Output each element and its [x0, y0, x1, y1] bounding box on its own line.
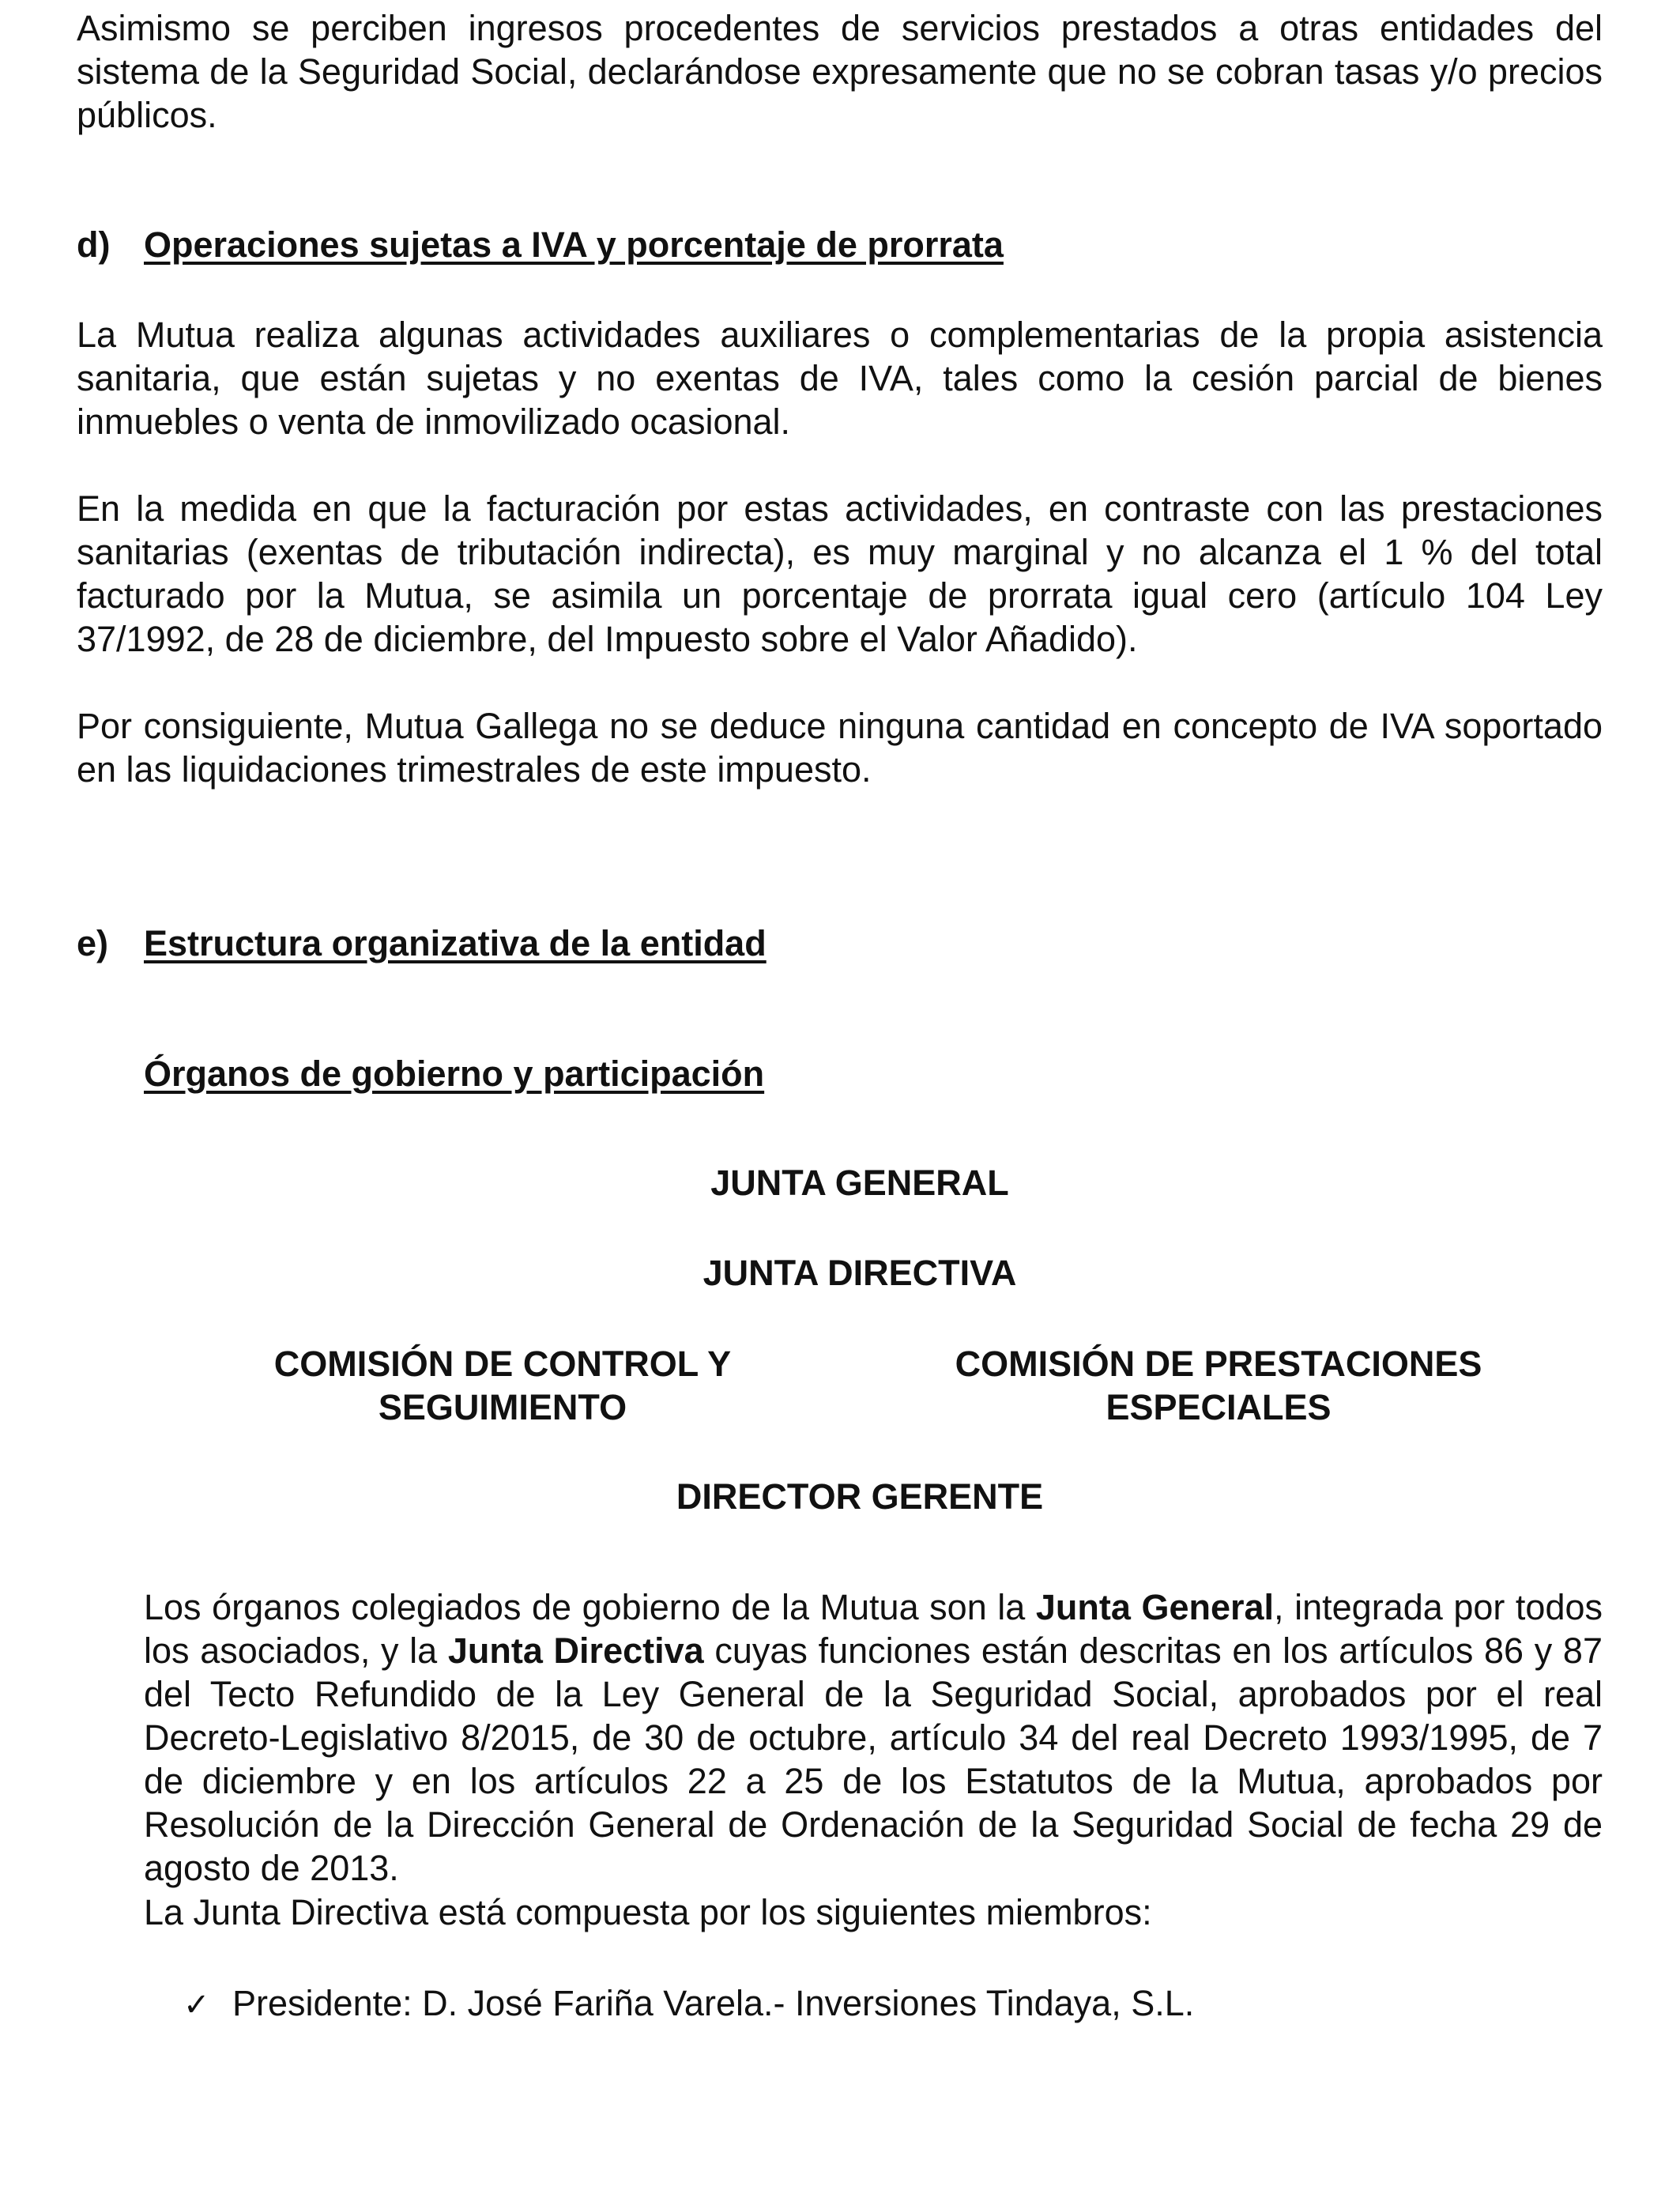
- org-comision-control: [186, 1342, 819, 1429]
- org-comision-control-line-1: COMISIÓN DE CONTROL Y: [273, 1344, 732, 1384]
- org-comision-prestaciones-line-1: COMISIÓN DE PRESTACIONES: [955, 1344, 1482, 1384]
- section-e-title: Estructura organizativa de la entidad: [144, 923, 767, 963]
- org-comision-prestaciones-line-2: ESPECIALES: [1106, 1387, 1332, 1427]
- section-d-heading: [77, 223, 1004, 266]
- checkmark-icon: ✓: [183, 1987, 210, 2023]
- section-d-paragraph-1: La Mutua realiza algunas actividades auxiliares o complementarias de la propia asistencia sanitaria, que están sujetas y no exentas de IVA, tales como la cesión parcial de bienes inmuebles o venta de inmovilizado ocasional.: [77, 315, 1603, 442]
- section-e-letter: e): [77, 923, 109, 963]
- governance-text-1: Los órganos colegiados de gobierno de la Mutua son la: [144, 1587, 1036, 1627]
- member-item-text: Presidente: D. José Fariña Varela.- Inversiones Tindaya, S.L.: [232, 1983, 1195, 2023]
- section-d-paragraph-3: Por consiguiente, Mutua Gallega no se deduce ninguna cantidad en concepto de IVA soportado en las liquidaciones trimestrales de este impuesto.: [77, 706, 1603, 790]
- org-comision-prestaciones: [902, 1342, 1535, 1429]
- org-comision-control-line-2: SEGUIMIENTO: [378, 1387, 627, 1427]
- section-d-title: Operaciones sujetas a IVA y porcentaje de prorrata: [144, 224, 1004, 265]
- members-intro: La Junta Directiva está compuesta por los siguientes miembros:: [144, 1892, 1152, 1932]
- intro-paragraph: Asimismo se perciben ingresos procedentes de servicios prestados a otras entidades del sistema de la Seguridad Social, declarándose expresamente que no se cobran tasas y/o precios públicos.: [77, 8, 1603, 135]
- section-d-letter: d): [77, 224, 111, 265]
- member-item: [183, 1981, 1194, 2027]
- org-junta-general: JUNTA GENERAL: [710, 1163, 1009, 1203]
- governance-text-3: cuyas funciones están descritas en los artículos 86 y 87 del Tecto Refundido de la Ley General de la Seguridad Social, aprobados por el real Decreto-Legislativo 8/2015, de 30 de octubre, artículo 34 del real Decreto 1993/1995, de 7 de diciembre y en los artículos 22 a 25 de los Estatutos de la Mutua, aprobados por Resolución de la Dirección General de Ordenación de la Seguridad Social de fecha 29 de agosto de 2013.: [144, 1630, 1603, 1888]
- org-junta-directiva: JUNTA DIRECTIVA: [703, 1253, 1017, 1293]
- org-director-gerente: DIRECTOR GERENTE: [676, 1476, 1044, 1517]
- governance-text-2: , integrada por todos los asociados, y la: [144, 1587, 1603, 1671]
- governance-paragraph: [144, 1585, 1603, 1890]
- section-e-heading: [77, 922, 767, 965]
- section-e-subtitle: Órganos de gobierno y participación: [144, 1054, 765, 1094]
- governance-bold-junta-directiva: Junta Directiva: [447, 1630, 704, 1671]
- section-d-paragraph-2: En la medida en que la facturación por estas actividades, en contraste con las prestaciones sanitarias (exentas de tributación indirecta), es muy marginal y no alcanza el 1 % del total facturado por la Mutua, se asimila un porcentaje de prorrata igual cero (artículo 104 Ley 37/1992, de 28 de diciembre, del Impuesto sobre el Valor Añadido).: [77, 488, 1603, 659]
- governance-bold-junta-general: Junta General: [1035, 1587, 1275, 1627]
